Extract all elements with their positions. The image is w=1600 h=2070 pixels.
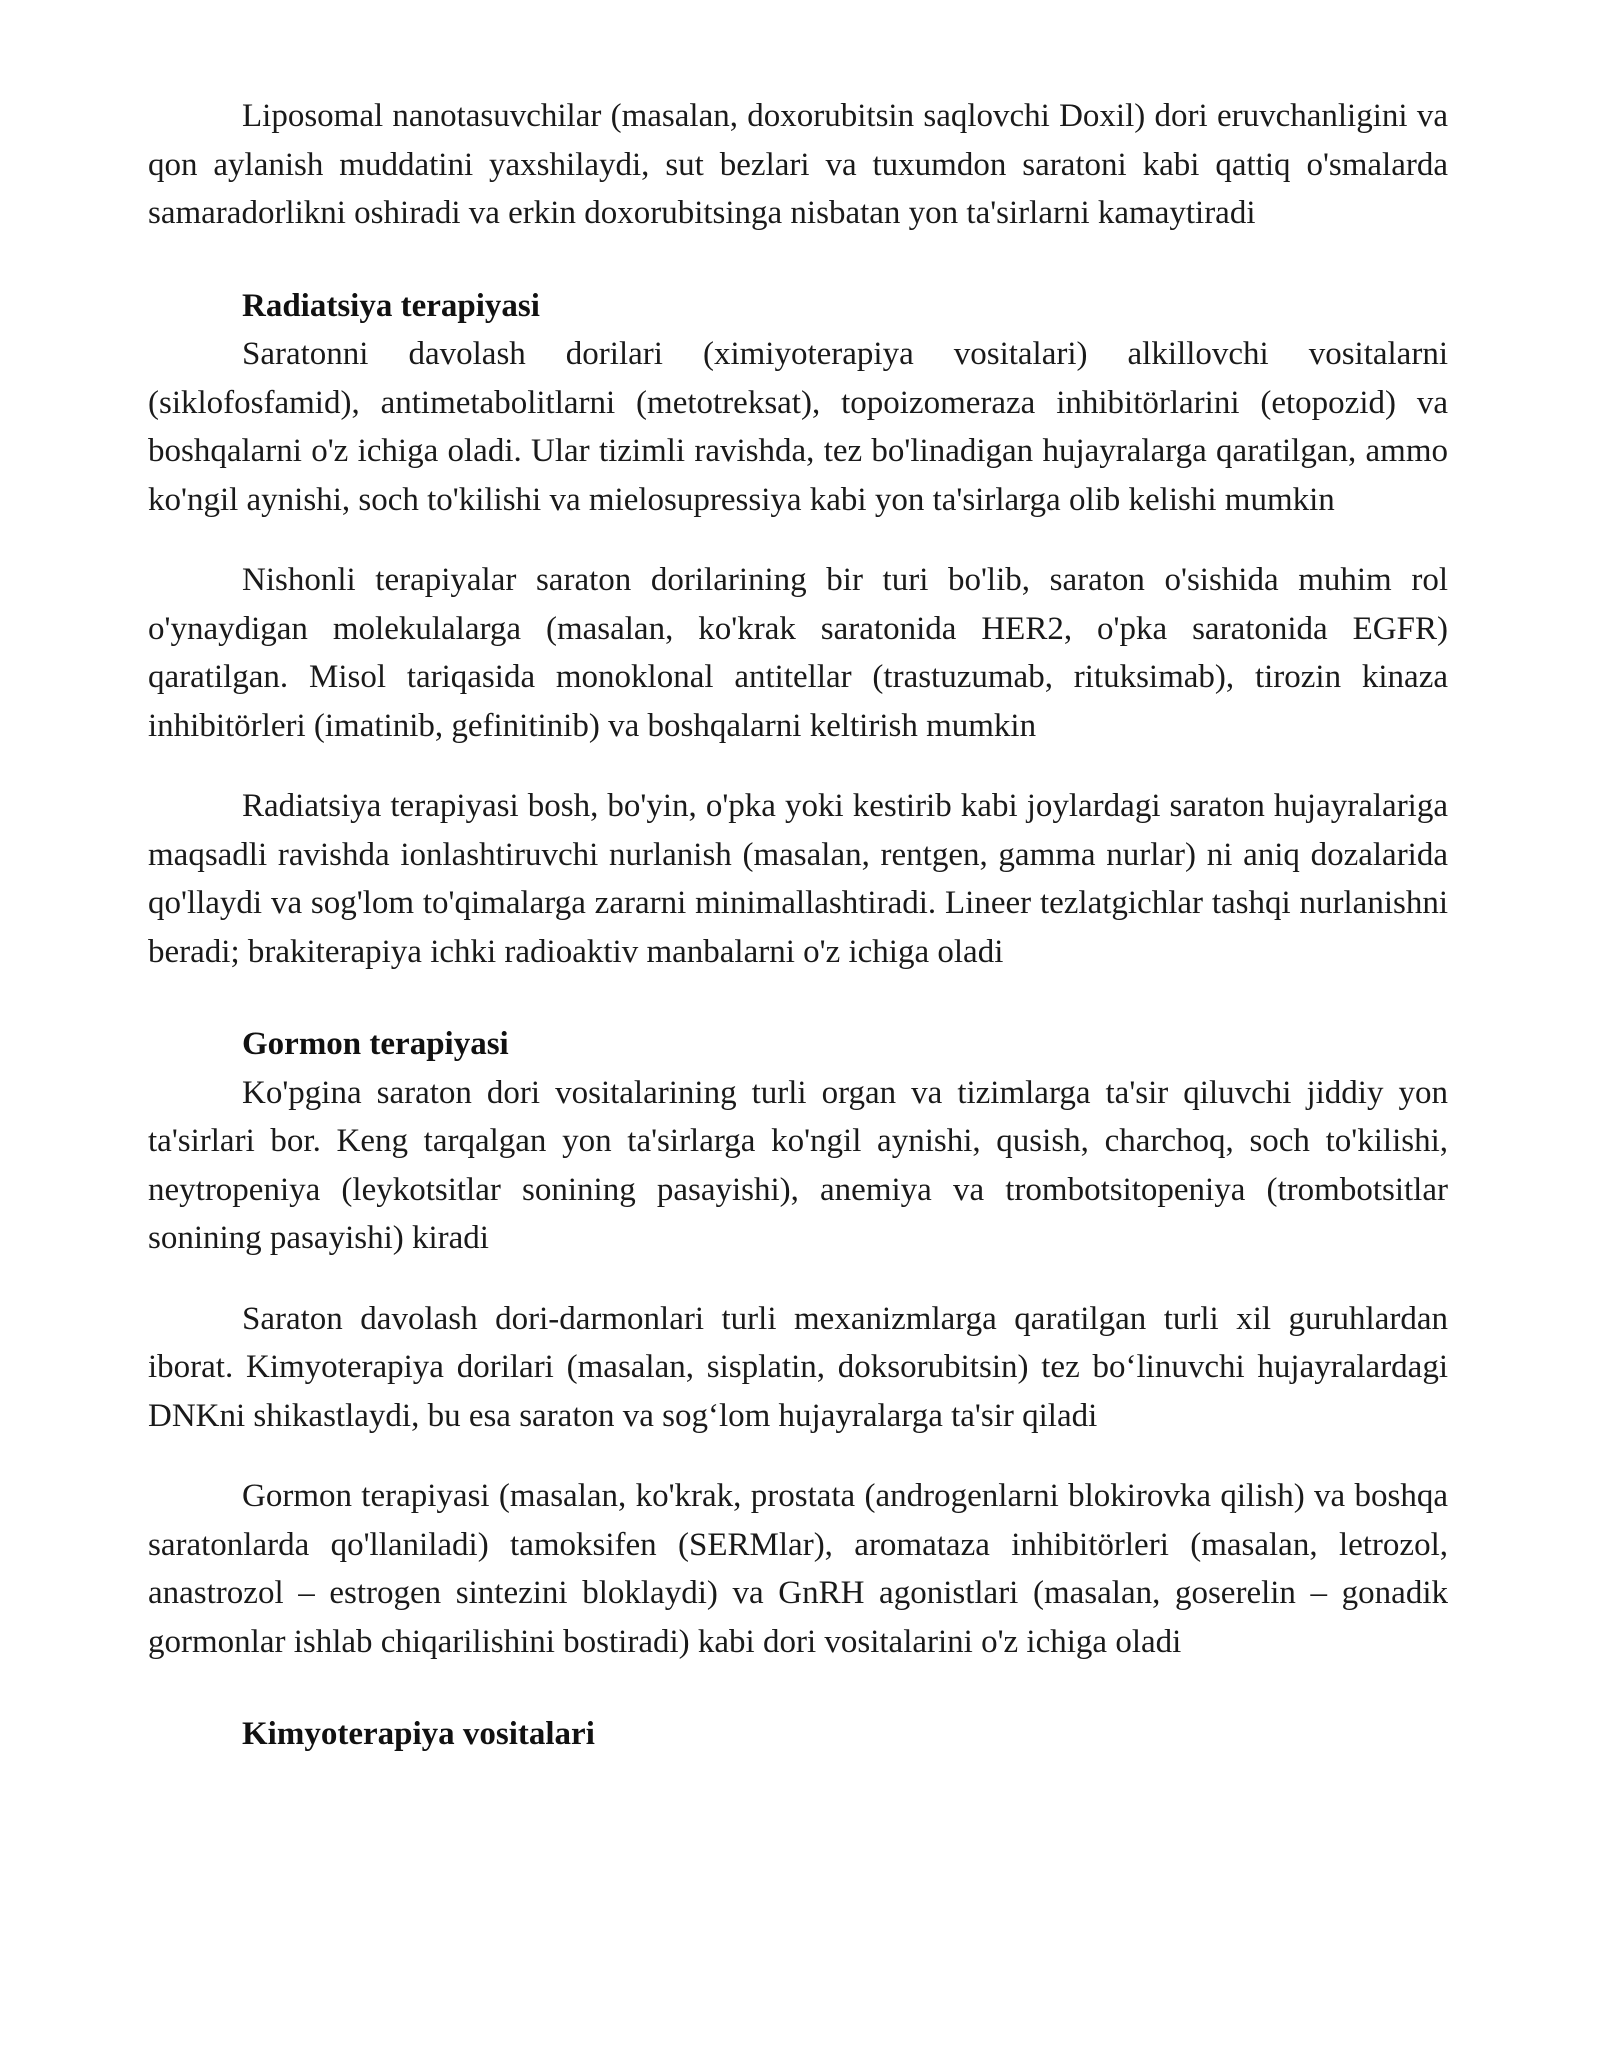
paragraph-saratonni-davolash: Saratonni davolash dorilari (ximiyoterapiya vositalari) alkillovchi vositalarni (siklofosfamid), antimetabolitlarni (metotreksat), topoizomeraza inhibitörlarini (etopozid) va boshqalarni o'z ichiga oladi. Ular tizimli ravishda, tez bo'linadigan hujayralarga qaratilgan, ammo ko'ngil aynishi, soch to'kilishi va mielosupressiya kabi yon ta'sirlarga olib kelishi mumkin bbox=[148, 336, 1448, 518]
paragraph-saraton-davolash: Saraton davolash dori-darmonlari turli mexanizmlarga qaratilgan turli xil guruhlardan iborat. Kimyoterapiya dorilari (masalan, sisplatin, doksorubitsin) tez bo‘linuvchi hujayralardagi DNKni shikastlaydi, bu esa saraton va sog‘lom hujayralarga ta'sir qiladi bbox=[148, 1300, 1448, 1434]
heading-radiatsiya-terapiyasi: Radiatsiya terapiyasi bbox=[242, 287, 540, 324]
paragraph-nishonli-terapiyalar: Nishonli terapiyalar saraton dorilarining bir turi bo'lib, saraton o'sishida muhim rol o'ynaydigan molekulalarga (masalan, ko'krak saratonida HER2, o'pka saratonida EGFR) qaratilgan. Misol tariqasida monoklonal antitellar (trastuzumab, rituksimab), tirozin kinaza inhibitörleri (imatinib, gefinitinib) va boshqalarni keltirish mumkin bbox=[148, 562, 1448, 744]
document-body bbox=[148, 92, 1448, 1759]
heading-kimyoterapiya-vositalari: Kimyoterapiya vositalari bbox=[242, 1716, 595, 1752]
paragraph-yon-tasirlar: Ko'pgina saraton dori vositalarining turli organ va tizimlarga ta'sir qiluvchi jiddiy yon ta'sirlari bor. Keng tarqalgan yon ta'sirlarga ko'ngil aynishi, qusish, charchoq, soch to'kilishi, neytropeniya (leykotsitlar sonining pasayishi), anemiya va trombotsitopeniya (trombotsitlar sonining pasayishi) kiradi bbox=[148, 1074, 1448, 1256]
heading-gormon-terapiyasi: Gormon terapiyasi bbox=[242, 1026, 509, 1062]
paragraph-gormon-terapiyasi: Gormon terapiyasi (masalan, ko'krak, prostata (androgenlarni blokirovka qilish) va boshqa saratonlarda qo'llaniladi) tamoksifen (SERMlar), aromataza inhibitörleri (masalan, letrozol, anastrozol – estrogen sintezini bloklaydi) va GnRH agonistlari (masalan, goserelin – gonadik gormonlar ishlab chiqarilishini bostiradi) kabi dori vositalarini o'z ichiga oladi bbox=[148, 1478, 1448, 1660]
paragraph-radiatsiya-terapiyasi: Radiatsiya terapiyasi bosh, bo'yin, o'pka yoki kestirib kabi joylardagi saraton hujayralariga maqsadli ravishda ionlashtiruvchi nurlanish (masalan, rentgen, gamma nurlar) ni aniq dozalarida qo'llaydi va sog'lom to'qimalarga zararni minimallashtiradi. Lineer tezlatgichlar tashqi nurlanishni beradi; brakiterapiya ichki radioaktiv manbalarni o'z ichiga oladi bbox=[148, 788, 1448, 970]
paragraph-liposomal: Liposomal nanotasuvchilar (masalan, doxorubitsin saqlovchi Doxil) dori eruvchanligini va qon aylanish muddatini yaxshilaydi, sut bezlari va tuxumdon saratoni kabi qattiq o'smalarda samaradorlikni oshiradi va erkin doxorubitsinga nisbatan yon ta'sirlarni kamaytiradi bbox=[148, 98, 1448, 231]
